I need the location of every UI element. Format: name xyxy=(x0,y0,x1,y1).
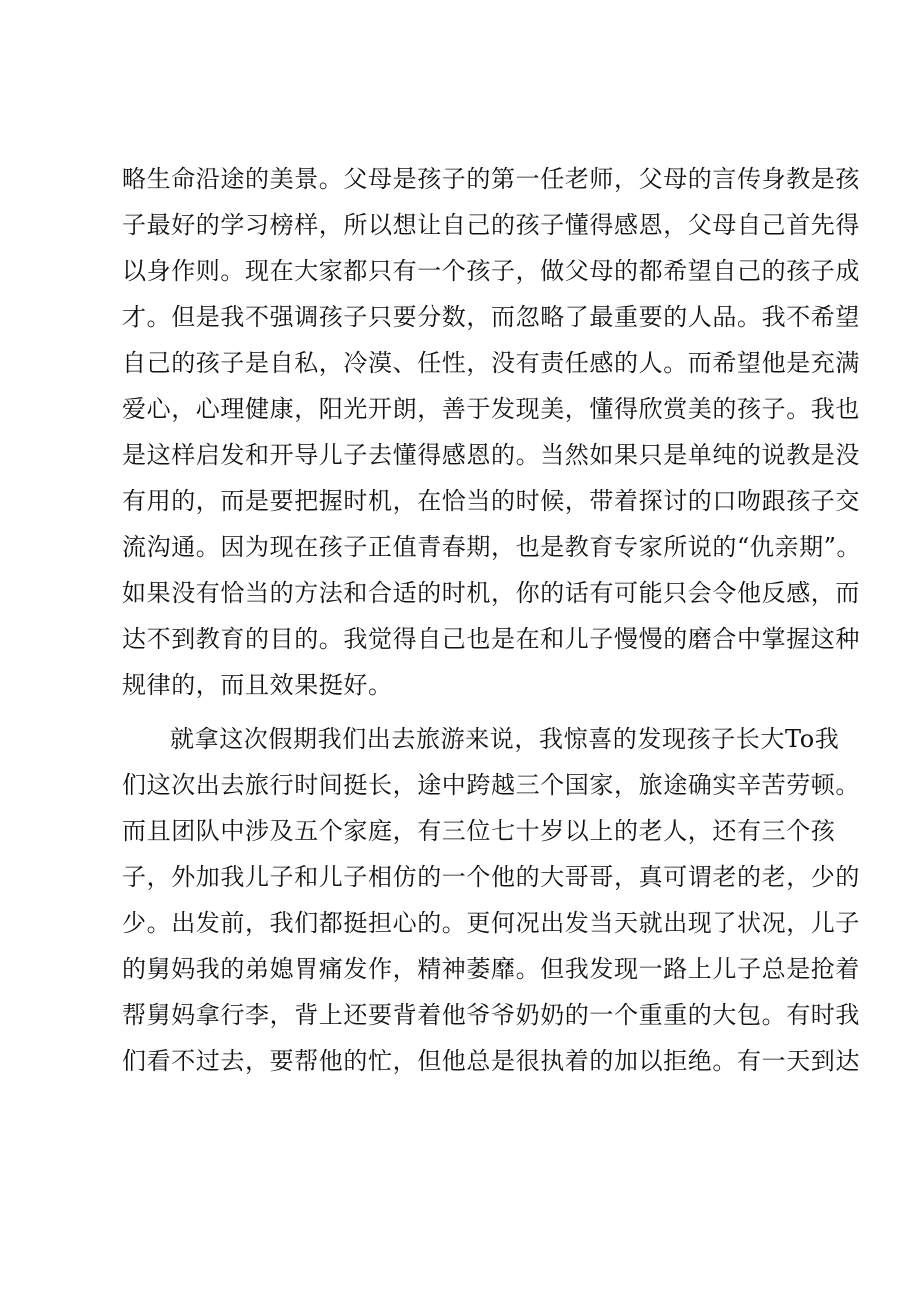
text-line: 自己的孩子是自私，冷漠、任性，没有责任感的人。而希望他是充满 xyxy=(122,349,860,377)
text-line: 如果没有恰当的方法和合适的时机，你的话有可能只会令他反感，而 xyxy=(122,579,860,607)
text-line: 以身作则。现在大家都只有一个孩子，做父母的都希望自己的孩子成 xyxy=(122,257,860,285)
text-line: 帮舅妈拿行李，背上还要背着他爷爷奶奶的一个重重的大包。有时我 xyxy=(122,1001,860,1029)
text-line: 而且团队中涉及五个家庭，有三位七十岁以上的老人，还有三个孩 xyxy=(122,817,836,845)
text-line: 是这样启发和开导儿子去懂得感恩的。当然如果只是单纯的说教是没 xyxy=(122,441,860,469)
text-line-indented: 就拿这次假期我们出去旅游来说，我惊喜的发现孩子长大To我 xyxy=(170,725,840,753)
text-line: 爱心，心理健康，阳光开朗，善于发现美，懂得欣赏美的孩子。我也 xyxy=(122,395,860,423)
text-line: 子最好的学习榜样，所以想让自己的孩子懂得感恩，父母自己首先得 xyxy=(122,211,860,239)
text-line: 规律的，而且效果挺好。 xyxy=(122,671,393,699)
text-line: 的舅妈我的弟媳胃痛发作，精神萎靡。但我发现一路上儿子总是抢着 xyxy=(122,955,860,983)
text-line: 有用的，而是要把握时机，在恰当的时候，带着探讨的口吻跟孩子交 xyxy=(122,487,860,515)
text-line: 才。但是我不强调孩子只要分数，而忽略了最重要的人品。我不希望 xyxy=(122,303,860,331)
text-line: 略生命沿途的美景。父母是孩子的第一任老师，父母的言传身教是孩 xyxy=(122,165,860,193)
text-line: 少。出发前，我们都挺担心的。更何况出发当天就出现了状况，儿子 xyxy=(122,909,860,937)
text-line: 流沟通。因为现在孩子正值青春期，也是教育专家所说的“仇亲期”。 xyxy=(122,533,862,561)
text-line: 们这次出去旅行时间挺长，途中跨越三个国家，旅途确实辛苦劳顿。 xyxy=(122,771,860,799)
text-line: 们看不过去，要帮他的忙，但他总是很执着的加以拒绝。有一天到达 xyxy=(122,1047,860,1075)
text-line: 子，外加我儿子和儿子相仿的一个他的大哥哥，真可谓老的老，少的 xyxy=(122,863,860,891)
text-line: 达不到教育的目的。我觉得自己也是在和儿子慢慢的磨合中掌握这种 xyxy=(122,625,860,653)
